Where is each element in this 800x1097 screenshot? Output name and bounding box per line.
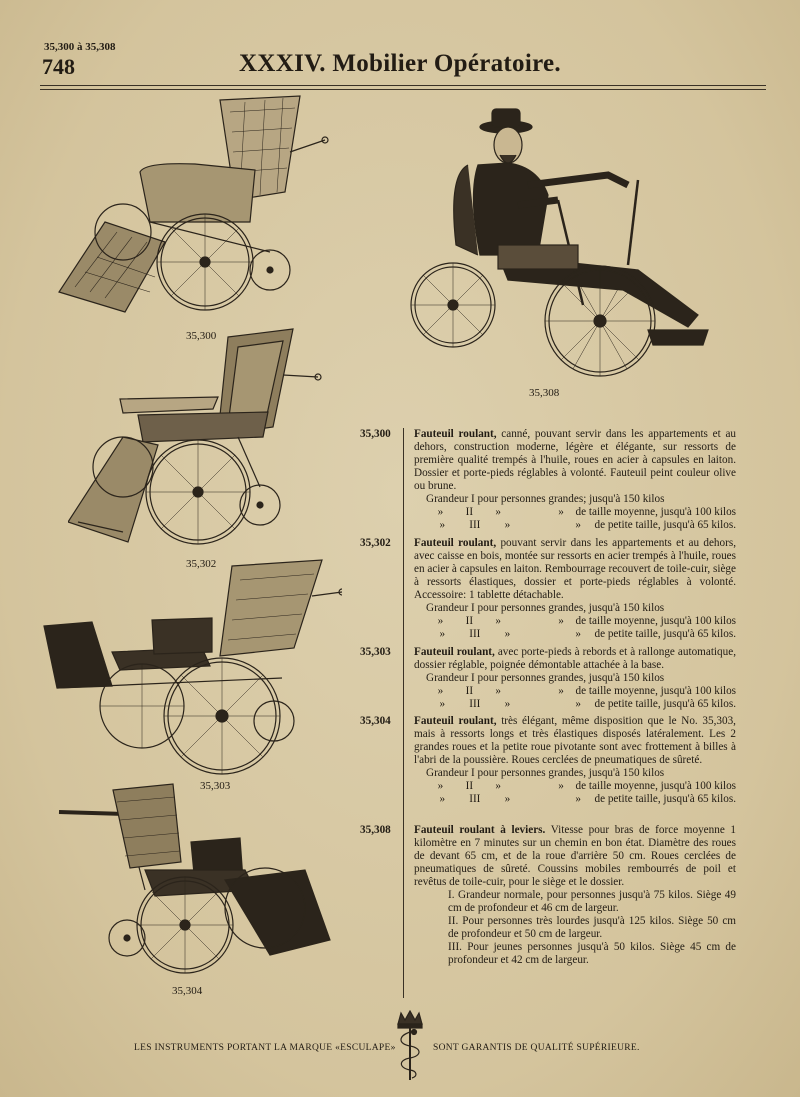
footer-right: SONT GARANTIS DE QUALITÉ SUPÉRIEURE.: [433, 1043, 640, 1053]
page-number: 748: [42, 54, 75, 79]
entry-text: avec porte-pieds à rebords et à rallonge automatique, dossier réglable, poignée démontable attachée à la base.: [414, 646, 736, 671]
entry-lead: Fauteuil roulant,: [414, 646, 495, 658]
size-line: » II » » de taille moyenne, jusqu'à 100 kilos: [437, 506, 737, 518]
size-line: » III » » de petite taille, jusqu'à 65 kilos.: [439, 698, 736, 710]
entry-lead: Fauteuil roulant à leviers.: [414, 824, 546, 836]
entry-lead: Fauteuil roulant,: [414, 428, 497, 440]
entry-body: [414, 824, 736, 967]
size-line: I. Grandeur normale, pour personnes jusqu'à 75 kilos. Siège 49 cm de profondeur et 46 cm de largeur.: [448, 889, 736, 914]
caption-35302: 35,302: [186, 558, 217, 570]
entry-body: [414, 428, 736, 532]
entry-number: 35,300: [360, 428, 391, 440]
size-line: » III » » de petite taille, jusqu'à 65 kilos.: [439, 519, 736, 531]
number-range: 35,300 à 35,308: [44, 41, 116, 53]
entry-lead: Fauteuil roulant,: [414, 537, 497, 549]
size-line: Grandeur I pour personnes grandes, jusqu'à 150 kilos: [426, 602, 665, 614]
size-line: Grandeur I pour personnes grandes; jusqu'à 150 kilos: [426, 493, 665, 505]
size-line: II. Pour personnes très lourdes jusqu'à 125 kilos. Siège 50 cm de profondeur et 50 cm de largeur.: [448, 915, 736, 940]
size-line: Grandeur I pour personnes grandes, jusqu'à 150 kilos: [426, 672, 665, 684]
caption-35300: 35,300: [186, 330, 217, 342]
wheelchair-illustration: [55, 780, 335, 985]
entry-text: très élégant, même disposition que le No. 35,303, mais à ressorts longs et très élastiques disposés latéralement. Les 2 grandes roues et la petite roue pivotante sont avec frottement à billes à l'abri de la poussière. Roues cerclées de pneumatiques de sûreté.: [414, 715, 736, 766]
entry-body: [414, 537, 736, 641]
wheelchair-illustration: [55, 92, 335, 327]
size-line: » III » » de petite taille, jusqu'à 65 kilos.: [439, 793, 736, 805]
entry-number: 35,302: [360, 537, 391, 549]
entry-text: pouvant servir dans les appartements et au dehors, avec caisse en bois, montée sur ressorts en acier trempés à l'huile, roues en acier à capsules en laiton. Rembourrage recouvert de toile-cuir, siège à ressorts élastiques, dossier et porte-pieds réglables à volonté. Accessoire: 1 tablette détachable.: [414, 537, 736, 601]
entry-number: 35,303: [360, 646, 391, 658]
footer-left: LES INSTRUMENTS PORTANT LA MARQUE «ESCULAPE»: [134, 1043, 396, 1053]
size-line: Grandeur I pour personnes grandes, jusqu'à 150 kilos: [426, 767, 665, 779]
entry-text: canné, pouvant servir dans les appartements et au dehors, construction moderne, légère et élégante, sur ressorts de première qualité trempés à l'huile, roues en acier à capsules en laiton. Dossier et porte-pieds réglables à volonté. Fauteuil peint couleur olive ou brune.: [414, 428, 736, 492]
entry-body: [414, 646, 736, 711]
entry-number: 35,308: [360, 824, 391, 836]
size-line: » II » » de taille moyenne, jusqu'à 100 kilos: [437, 615, 737, 627]
size-line: » II » » de taille moyenne, jusqu'à 100 kilos: [437, 685, 737, 697]
entry-text: Vitesse pour bras de force moyenne 1 kilomètre en 7 minutes sur un chemin en bon état. Diamètre des roues de devant 65 cm, et de la roue d'arrière 50 cm. Roues cerclées de pneumatiques de sûreté. Coussins mobiles rembourrés de poil et revêtus de toile-cuir, pour le siège et le dossier.: [414, 824, 737, 888]
wheelchair-illustration: [42, 556, 342, 781]
size-line: » III » » de petite taille, jusqu'à 65 kilos.: [439, 628, 736, 640]
caduceus-crown-icon: [393, 1010, 427, 1082]
column-divider: [403, 428, 404, 998]
caption-35304: 35,304: [172, 985, 203, 997]
entry-body: [414, 715, 736, 806]
header-rule: [40, 89, 766, 90]
entry-lead: Fauteuil roulant,: [414, 715, 497, 727]
wheelchair-illustration: [408, 105, 718, 385]
caption-35303: 35,303: [200, 780, 231, 792]
caption-35308: 35,308: [529, 387, 560, 399]
size-line: III. Pour jeunes personnes jusqu'à 50 kilos. Siège 45 cm de profondeur et 42 cm de largeur.: [448, 941, 736, 966]
page-title: XXXIV. Mobilier Opératoire.: [239, 50, 561, 77]
size-line: » II » » de taille moyenne, jusqu'à 100 kilos: [437, 780, 737, 792]
wheelchair-illustration: [68, 327, 323, 557]
header-rule: [40, 85, 766, 86]
entry-number: 35,304: [360, 715, 391, 727]
